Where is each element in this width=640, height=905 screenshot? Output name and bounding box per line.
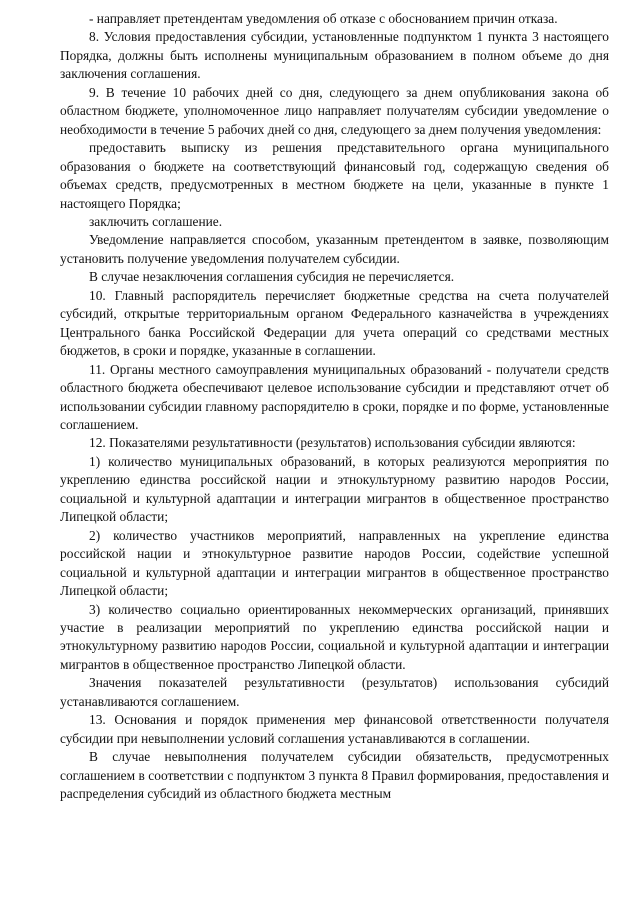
paragraph-12-indicator-2: 2) количество участников мероприятий, направленных на укрепление единства российской нации и этнокультурное развитие народов России, содействие успешной социальной и культурной адаптации и интеграции мигрантов в общественное пространство Липецкой области; (60, 527, 609, 599)
paragraph-12-indicator-1: 1) количество муниципальных образований, в которых реализуются мероприятия по укреплению единства российской нации и этнокультурному развитию народов России, социальной и культурной адаптации и интеграции мигрантов в общественное пространство Липецкой области; (60, 453, 609, 525)
document-page (60, 10, 609, 803)
paragraph-non-fulfilment: В случае невыполнения получателем субсидии обязательств, предусмотренных соглашением в соответствии с подпунктом 3 пункта 8 Правил формирования, предоставления и распределения субсидий из областного бюджета местным (60, 749, 609, 802)
paragraph-9-item-extract: предоставить выписку из решения представительного органа муниципального образования о бюджете на соответствующий финансовый год, содержащую сведения об объемах средств, предусмотренных в местном бюджете на цели, указанные в пункте 1 настоящего Порядка; (60, 140, 609, 211)
paragraph-9-item-agreement: заключить соглашение. (89, 213, 223, 229)
paragraph-11: 11. Органы местного самоуправления муниципальных образований - получатели средств областного бюджета обеспечивают целевое использование субсидии и представляют отчет об использовании субсидии главному распорядителю в сроки, порядке и по форме, установленные соглашением. (60, 361, 609, 432)
paragraph-9: 9. В течение 10 рабочих дней со дня, следующего за днем опубликования закона об областном бюджете, уполномоченное лицо направляет получателям субсидии уведомление о необходимости в течение 5 рабочих дней со дня, следующего за днем получения уведомления: (60, 84, 609, 137)
paragraph-no-agreement: В случае незаключения соглашения субсидия не перечисляется. (89, 269, 455, 285)
paragraph-12-indicator-3: 3) количество социально ориентированных некоммерческих организаций, принявших участие в реализации мероприятий по укреплению единства российской нации и этнокультурному развитию народов России, социальной и культурной адаптации и интеграции мигрантов в общественное пространство Липецкой области. (60, 601, 609, 672)
paragraph-notification-method: Уведомление направляется способом, указанным претендентом в заявке, позволяющим установить получение уведомления получателем субсидии. (60, 232, 609, 266)
paragraph-13: 13. Основания и порядок применения мер финансовой ответственности получателя субсидии при невыполнении условий соглашения устанавливаются в соглашении. (60, 712, 609, 746)
paragraph-8: 8. Условия предоставления субсидии, установленные подпунктом 1 пункта 3 настоящего Порядка, должны быть исполнены муниципальным образованием в полном объеме до дня заключения соглашения. (60, 29, 609, 82)
paragraph-12: 12. Показателями результативности (результатов) использования субсидии являются: (89, 435, 576, 451)
paragraph-refusal-notice: - направляет претендентам уведомления об отказе с обоснованием причин отказа. (89, 11, 558, 26)
paragraph-10: 10. Главный распорядитель перечисляет бюджетные средства на счета получателей субсидий, открытые территориальным органом Федерального казначейства в учреждениях Центрального банка Российской Федерации для учета операций со средствами местных бюджетов, в сроки и порядке, указанные в соглашении. (60, 287, 609, 359)
paragraph-indicator-values: Значения показателей результативности (результатов) использования субсидий устанавливаются соглашением. (60, 675, 609, 709)
